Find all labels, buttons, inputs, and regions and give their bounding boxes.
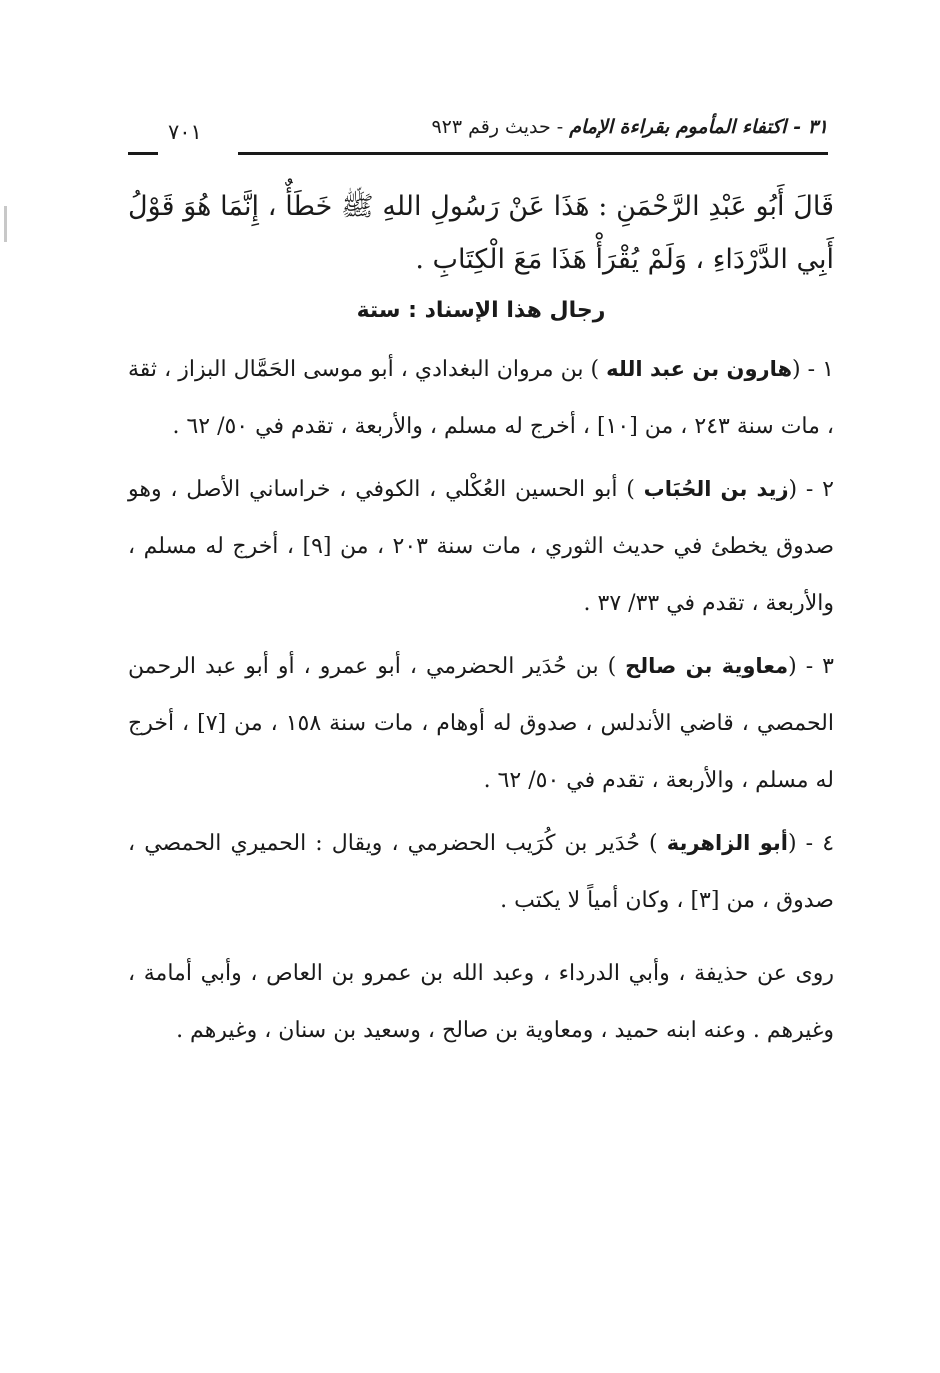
narrator-name: أبو الزاهرية — [666, 831, 788, 855]
header-title — [431, 116, 828, 138]
margin-mark — [4, 206, 7, 242]
narrator-number: ٤ - ( — [787, 831, 835, 856]
narrator-name: زيد بن الحُبَاب — [643, 477, 789, 501]
narrator-name: هارون بن عبد الله — [606, 357, 793, 381]
narrator-entry-3 — [128, 638, 834, 809]
narrator-bio: ) حُدَير بن كُرَيب الحضرمي ، ويقال : الحميري الحمصي ، صدوق ، من [٣] ، وكان أمياً لا يكتب . — [128, 831, 834, 913]
narrator-name: معاوية بن صالح — [625, 654, 789, 678]
intro-paragraph: قَالَ أَبُو عَبْدِ الرَّحْمَنِ : هَذَا عَنْ رَسُولِ اللهِ ﷺ خَطَأٌ ، إِنَّمَا هُوَ قَوْلُ أَبِي الدَّرْدَاءِ ، وَلَمْ يُقْرَأْ هَذَا مَعَ الْكِتَابِ . — [128, 191, 834, 275]
chapter-title: ٣١ - اكتفاء المأموم بقراءة الإمام — [569, 116, 828, 138]
closing-paragraph: روى عن حذيفة ، وأبي الدرداء ، وعبد الله بن عمرو بن العاص ، وأبي أمامة ، وغيرهم . وعنه ابنه حميد ، ومعاوية بن صالح ، وسعيد بن سنان ، وغيرهم . — [128, 961, 834, 1043]
page-body — [128, 180, 834, 1059]
narrator-entry-1 — [128, 341, 834, 455]
page-number-dash — [128, 152, 158, 155]
running-header — [128, 112, 828, 160]
narrator-bio: ) بن مروان البغدادي ، أبو موسى الحَمَّال البزاز ، ثقة ، مات سنة ٢٤٣ ، من [١٠] ، أخرج له مسلم ، والأربعة ، تقدم في ٥٠/ ٦٢ . — [128, 357, 834, 439]
narrator-bio: ) بن حُدَير الحضرمي ، أبو عمرو ، أو أبو عبد الرحمن الحمصي ، قاضي الأندلس ، صدوق له أوهام ، مات سنة ١٥٨ ، من [٧] ، أخرج له مسلم ، والأربعة ، تقدم في ٥٠/ ٦٢ . — [128, 654, 834, 793]
page-number: ٧٠١ — [168, 120, 202, 144]
narrator-entry-4 — [128, 815, 834, 929]
hadith-reference: - حديث رقم ٩٢٣ — [431, 116, 570, 138]
header-rule — [238, 152, 828, 155]
narrator-entry-2 — [128, 461, 834, 632]
narrator-number: ٣ - ( — [788, 654, 834, 679]
narrator-number: ١ - ( — [792, 357, 834, 382]
narrator-bio: ) أبو الحسين العُكْلي ، الكوفي ، خراساني الأصل ، وهو صدوق يخطئ في حديث الثوري ، مات سنة ٢٠٣ ، من [٩] ، أخرج له مسلم ، والأربعة ، تقدم في ٣٣/ ٣٧ . — [128, 477, 834, 616]
section-heading: رجال هذا الإسناد : ستة — [356, 298, 606, 323]
narrator-number: ٢ - ( — [788, 477, 834, 502]
